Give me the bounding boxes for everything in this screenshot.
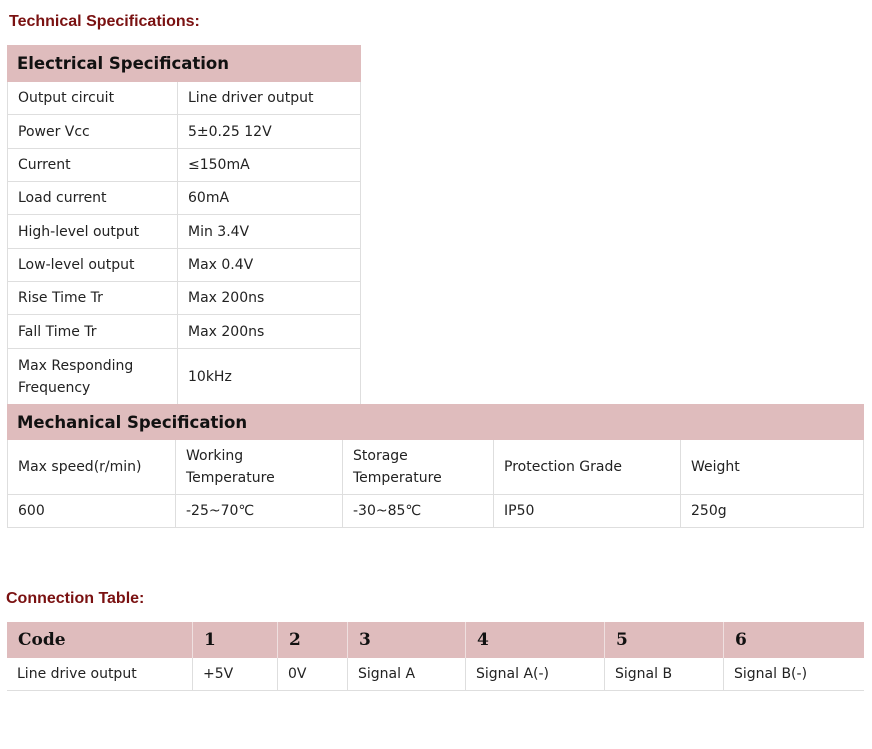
connection-header-cell: 4 <box>466 622 605 658</box>
electrical-row-value: Max 0.4V <box>178 249 361 282</box>
electrical-row-value: 60mA <box>178 182 361 215</box>
mechanical-header-cell: Protection Grade <box>494 440 681 495</box>
electrical-row-value: Min 3.4V <box>178 215 361 249</box>
connection-header-cell: Code <box>7 622 193 658</box>
mechanical-value-cell: 250g <box>681 495 864 528</box>
connection-header-cell: 2 <box>278 622 348 658</box>
mechanical-spec-header: Mechanical Specification <box>7 404 864 440</box>
mechanical-header-cell: Working Temperature <box>176 440 343 495</box>
connection-value-cell: 0V <box>278 658 348 691</box>
electrical-row-label: Output circuit <box>7 82 178 115</box>
connection-value-cell: Signal B <box>605 658 724 691</box>
electrical-row-value: 5±0.25 12V <box>178 115 361 149</box>
electrical-row-value: Max 200ns <box>178 282 361 315</box>
mechanical-header-cell: Max speed(r/min) <box>7 440 176 495</box>
mechanical-header-cell: Weight <box>681 440 864 495</box>
mechanical-value-cell: -25~70℃ <box>176 495 343 528</box>
connection-value-cell: Signal B(-) <box>724 658 864 691</box>
connection-table-title: Connection Table: <box>6 590 145 607</box>
electrical-row-label: Fall Time Tr <box>7 315 178 349</box>
electrical-row-value: ≤150mA <box>178 149 361 182</box>
mechanical-value-cell: IP50 <box>494 495 681 528</box>
electrical-row-label: Rise Time Tr <box>7 282 178 315</box>
technical-specifications-title: Technical Specifications: <box>9 13 200 30</box>
electrical-row-value: 10kHz <box>178 349 361 404</box>
connection-header-cell: 6 <box>724 622 864 658</box>
connection-value-cell: Signal A <box>348 658 466 691</box>
electrical-row-label: Power Vcc <box>7 115 178 149</box>
electrical-row-label: Max Responding Frequency <box>7 349 178 404</box>
connection-header-cell: 1 <box>193 622 278 658</box>
electrical-row-label: Current <box>7 149 178 182</box>
electrical-spec-header: Electrical Specification <box>7 45 361 82</box>
mechanical-value-cell: -30~85℃ <box>343 495 494 528</box>
connection-value-cell: Signal A(-) <box>466 658 605 691</box>
mechanical-value-cell: 600 <box>7 495 176 528</box>
electrical-row-value: Line driver output <box>178 82 361 115</box>
connection-value-cell: +5V <box>193 658 278 691</box>
electrical-row-label: Load current <box>7 182 178 215</box>
mechanical-header-cell: Storage Temperature <box>343 440 494 495</box>
connection-value-cell: Line drive output <box>7 658 193 691</box>
electrical-row-label: High-level output <box>7 215 178 249</box>
electrical-row-value: Max 200ns <box>178 315 361 349</box>
electrical-row-label: Low-level output <box>7 249 178 282</box>
connection-header-cell: 3 <box>348 622 466 658</box>
connection-header-cell: 5 <box>605 622 724 658</box>
